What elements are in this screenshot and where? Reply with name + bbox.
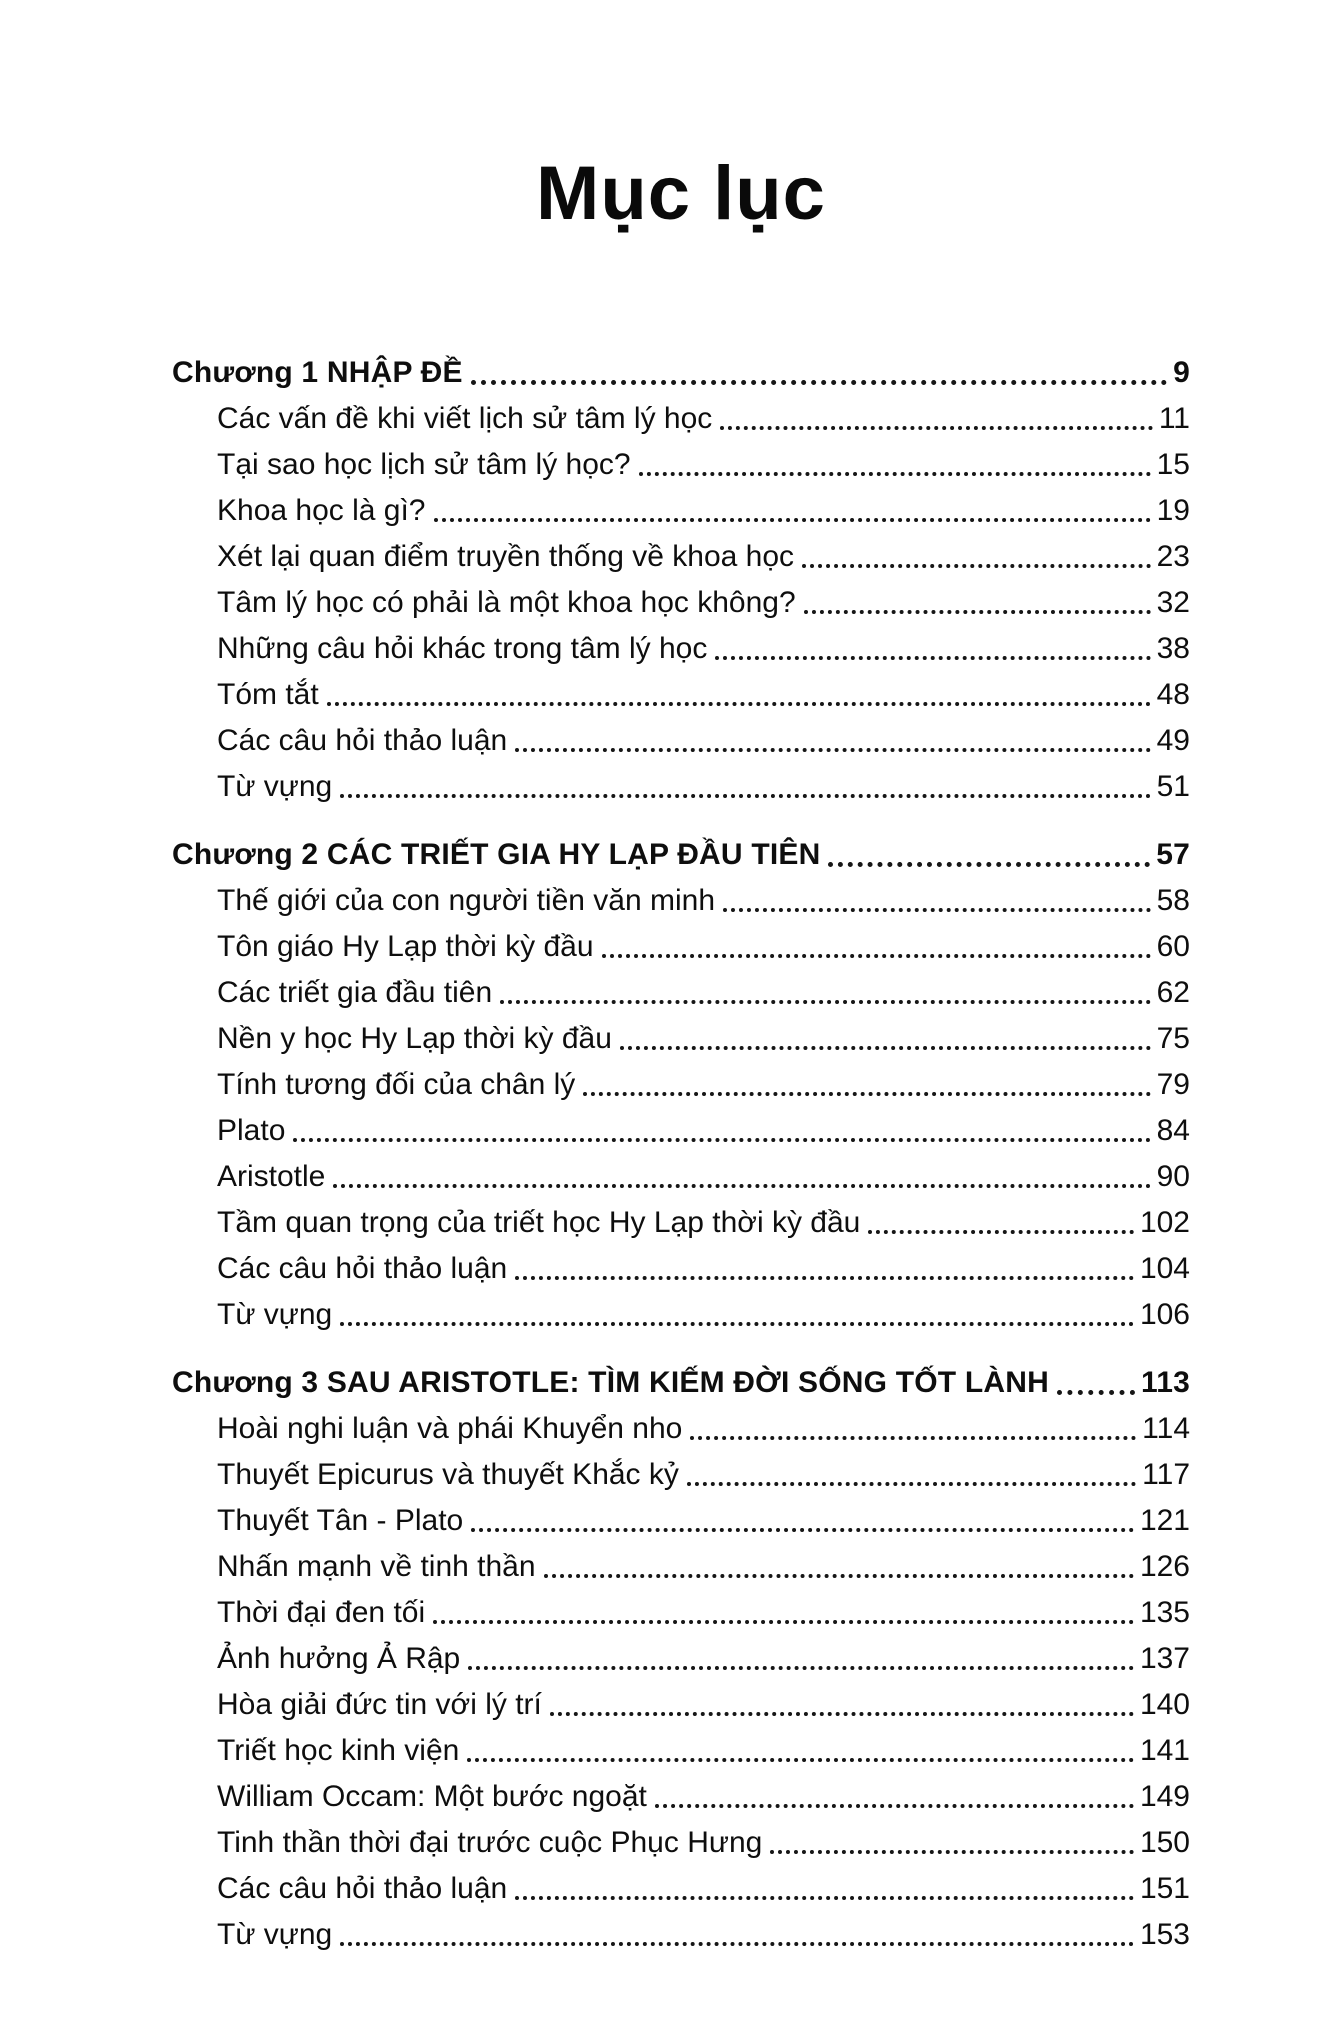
toc-entry-page: 19	[1156, 494, 1190, 527]
toc-entry	[172, 393, 1190, 439]
toc-entry-label: Từ vựng	[217, 1298, 333, 1331]
toc-entry-page: 137	[1139, 1642, 1190, 1675]
toc-entry-page: 151	[1139, 1872, 1190, 1905]
dot-leader	[340, 794, 1150, 798]
dot-leader	[515, 748, 1150, 752]
toc-chapter-heading	[172, 1357, 1190, 1403]
dot-leader	[687, 1482, 1136, 1486]
toc-entry-page: 62	[1156, 976, 1190, 1009]
toc-entry-label: Nhấn mạnh về tinh thần	[217, 1550, 536, 1583]
dot-leader	[544, 1574, 1134, 1578]
toc-chapter	[172, 347, 1190, 807]
dot-leader	[770, 1850, 1134, 1854]
toc-entry	[172, 623, 1190, 669]
toc-entry-label: Triết học kinh viện	[217, 1734, 460, 1767]
toc-entry-label: Tâm lý học có phải là một khoa học không?	[217, 586, 796, 619]
dot-leader	[471, 1528, 1134, 1532]
dot-leader	[715, 656, 1150, 660]
dot-leader	[639, 472, 1151, 476]
toc-entry-page: 48	[1156, 678, 1190, 711]
toc-entry-label: Thời đại đen tối	[217, 1596, 426, 1629]
toc-entry-page: 84	[1156, 1114, 1190, 1147]
dot-leader	[828, 862, 1150, 867]
toc-entry	[172, 875, 1190, 921]
toc-entry	[172, 1449, 1190, 1495]
toc-entry-page: 49	[1156, 724, 1190, 757]
toc-entry	[172, 1197, 1190, 1243]
dot-leader	[1057, 1390, 1135, 1395]
dot-leader	[583, 1092, 1150, 1096]
dot-leader	[655, 1804, 1134, 1808]
dot-leader	[434, 518, 1151, 522]
toc-chapter-page: 57	[1156, 838, 1190, 871]
toc-entry-label: Các câu hỏi thảo luận	[217, 1252, 508, 1285]
toc-entry	[172, 761, 1190, 807]
dot-leader	[500, 1000, 1150, 1004]
toc-entry	[172, 1151, 1190, 1197]
toc-entry-label: Ảnh hưởng Ả Rập	[217, 1642, 461, 1675]
toc-entry	[172, 715, 1190, 761]
toc-entry-label: Tầm quan trọng của triết học Hy Lạp thời kỳ đầu	[217, 1206, 861, 1239]
toc-chapter-heading	[172, 347, 1190, 393]
dot-leader	[723, 908, 1151, 912]
dot-leader	[690, 1436, 1136, 1440]
toc-entry-page: 106	[1139, 1298, 1190, 1331]
toc-entry-page: 149	[1139, 1780, 1190, 1813]
toc-entry-page: 60	[1156, 930, 1190, 963]
toc-entry-label: Aristotle	[217, 1160, 326, 1193]
dot-leader	[602, 954, 1151, 958]
toc-entry-label: Thuyết Epicurus và thuyết Khắc kỷ	[217, 1458, 679, 1491]
dot-leader	[550, 1712, 1134, 1716]
toc-entry	[172, 1817, 1190, 1863]
toc-chapter-page: 113	[1141, 1366, 1190, 1399]
toc-entry	[172, 485, 1190, 531]
toc-entry-page: 150	[1139, 1826, 1190, 1859]
toc-entry-page: 114	[1142, 1412, 1190, 1445]
toc-entry-page: 38	[1156, 632, 1190, 665]
toc-entry-label: Thuyết Tân - Plato	[217, 1504, 464, 1537]
toc-entry-label: Thế giới của con người tiền văn minh	[217, 884, 716, 917]
toc-entry-label: Khoa học là gì?	[217, 494, 426, 527]
toc-entry-label: Từ vựng	[217, 1918, 333, 1951]
toc-entry-label: William Occam: Một bước ngoặt	[217, 1780, 647, 1813]
toc-entry	[172, 1495, 1190, 1541]
toc-entry	[172, 669, 1190, 715]
toc-entry-page: 79	[1156, 1068, 1190, 1101]
dot-leader	[804, 610, 1151, 614]
toc-entry	[172, 1059, 1190, 1105]
toc-entry-label: Hòa giải đức tin với lý trí	[217, 1688, 542, 1721]
dot-leader	[467, 1758, 1134, 1762]
toc-entry	[172, 1725, 1190, 1771]
dot-leader	[471, 380, 1167, 385]
toc-chapter	[172, 1357, 1190, 1955]
toc-entry	[172, 1909, 1190, 1955]
dot-leader	[468, 1666, 1134, 1670]
toc-entry	[172, 1541, 1190, 1587]
toc-entry-label: Các câu hỏi thảo luận	[217, 724, 508, 757]
toc-entry	[172, 1679, 1190, 1725]
toc-entry-page: 141	[1139, 1734, 1190, 1767]
dot-leader	[340, 1322, 1134, 1326]
toc-entry-label: Nền y học Hy Lạp thời kỳ đầu	[217, 1022, 612, 1055]
toc-entry-page: 15	[1156, 448, 1190, 481]
toc-entry-page: 51	[1156, 770, 1190, 803]
toc-entry	[172, 1587, 1190, 1633]
toc-entry	[172, 967, 1190, 1013]
toc-entry-label: Các vấn đề khi viết lịch sử tâm lý học	[217, 402, 713, 435]
dot-leader	[340, 1942, 1134, 1946]
toc-entry-label: Tính tương đối của chân lý	[217, 1068, 576, 1101]
dot-leader	[515, 1276, 1134, 1280]
toc-entry-page: 102	[1139, 1206, 1190, 1239]
toc-entry-page: 140	[1139, 1688, 1190, 1721]
toc-entry-label: Các triết gia đầu tiên	[217, 976, 493, 1009]
dot-leader	[720, 426, 1153, 430]
toc-entry-label: Các câu hỏi thảo luận	[217, 1872, 508, 1905]
toc-entry-page: 104	[1139, 1252, 1190, 1285]
dot-leader	[620, 1046, 1151, 1050]
toc-entry-page: 11	[1158, 402, 1190, 435]
toc-chapter-label: Chương 1 NHẬP ĐỀ	[172, 356, 463, 389]
toc-entry	[172, 577, 1190, 623]
toc-entry-label: Từ vựng	[217, 770, 333, 803]
page-title: Mục lục	[536, 151, 826, 236]
toc-entry-page: 23	[1156, 540, 1190, 573]
toc-chapter	[172, 829, 1190, 1335]
toc-chapter-label: Chương 2 CÁC TRIẾT GIA HY LẠP ĐẦU TIÊN	[172, 838, 821, 871]
toc-entry	[172, 1403, 1190, 1449]
dot-leader	[333, 1184, 1150, 1188]
toc-entry-page: 58	[1156, 884, 1190, 917]
toc-entry-page: 126	[1139, 1550, 1190, 1583]
toc-entry-page: 121	[1139, 1504, 1190, 1537]
toc-entry	[172, 1633, 1190, 1679]
toc-chapter-label: Chương 3 SAU ARISTOTLE: TÌM KIẾM ĐỜI SỐNG TỐT LÀNH	[172, 1366, 1049, 1399]
toc-entry-label: Tinh thần thời đại trước cuộc Phục Hưng	[217, 1826, 763, 1859]
toc-entry	[172, 1105, 1190, 1151]
dot-leader	[327, 702, 1151, 706]
toc-chapter-page: 9	[1173, 356, 1190, 389]
toc-list	[172, 347, 1190, 1955]
toc-entry	[172, 921, 1190, 967]
toc-entry-page: 153	[1139, 1918, 1190, 1951]
dot-leader	[868, 1230, 1134, 1234]
toc-entry-page: 32	[1156, 586, 1190, 619]
dot-leader	[802, 564, 1151, 568]
toc-entry	[172, 1243, 1190, 1289]
toc-entry-page: 75	[1156, 1022, 1190, 1055]
toc-entry	[172, 531, 1190, 577]
toc-entry-page: 90	[1156, 1160, 1190, 1193]
toc-chapter-items	[172, 875, 1190, 1335]
toc-entry-label: Hoài nghi luận và phái Khuyển nho	[217, 1412, 683, 1445]
toc-entry-page: 117	[1142, 1458, 1190, 1491]
toc-entry	[172, 1863, 1190, 1909]
toc-chapter-items	[172, 393, 1190, 807]
toc-chapter-heading	[172, 829, 1190, 875]
toc-entry-label: Những câu hỏi khác trong tâm lý học	[217, 632, 708, 665]
toc-entry-label: Tôn giáo Hy Lạp thời kỳ đầu	[217, 930, 594, 963]
toc-entry-label: Tóm tắt	[217, 678, 319, 711]
dot-leader	[293, 1138, 1150, 1142]
toc-chapter-items	[172, 1403, 1190, 1955]
toc-entry-label: Xét lại quan điểm truyền thống về khoa học	[217, 540, 795, 573]
toc-entry-page: 135	[1139, 1596, 1190, 1629]
toc-entry-label: Tại sao học lịch sử tâm lý học?	[217, 448, 631, 481]
toc-entry	[172, 439, 1190, 485]
toc-entry-label: Plato	[217, 1114, 286, 1147]
dot-leader	[433, 1620, 1134, 1624]
dot-leader	[515, 1896, 1134, 1900]
toc-entry	[172, 1013, 1190, 1059]
toc-entry	[172, 1289, 1190, 1335]
toc-entry	[172, 1771, 1190, 1817]
